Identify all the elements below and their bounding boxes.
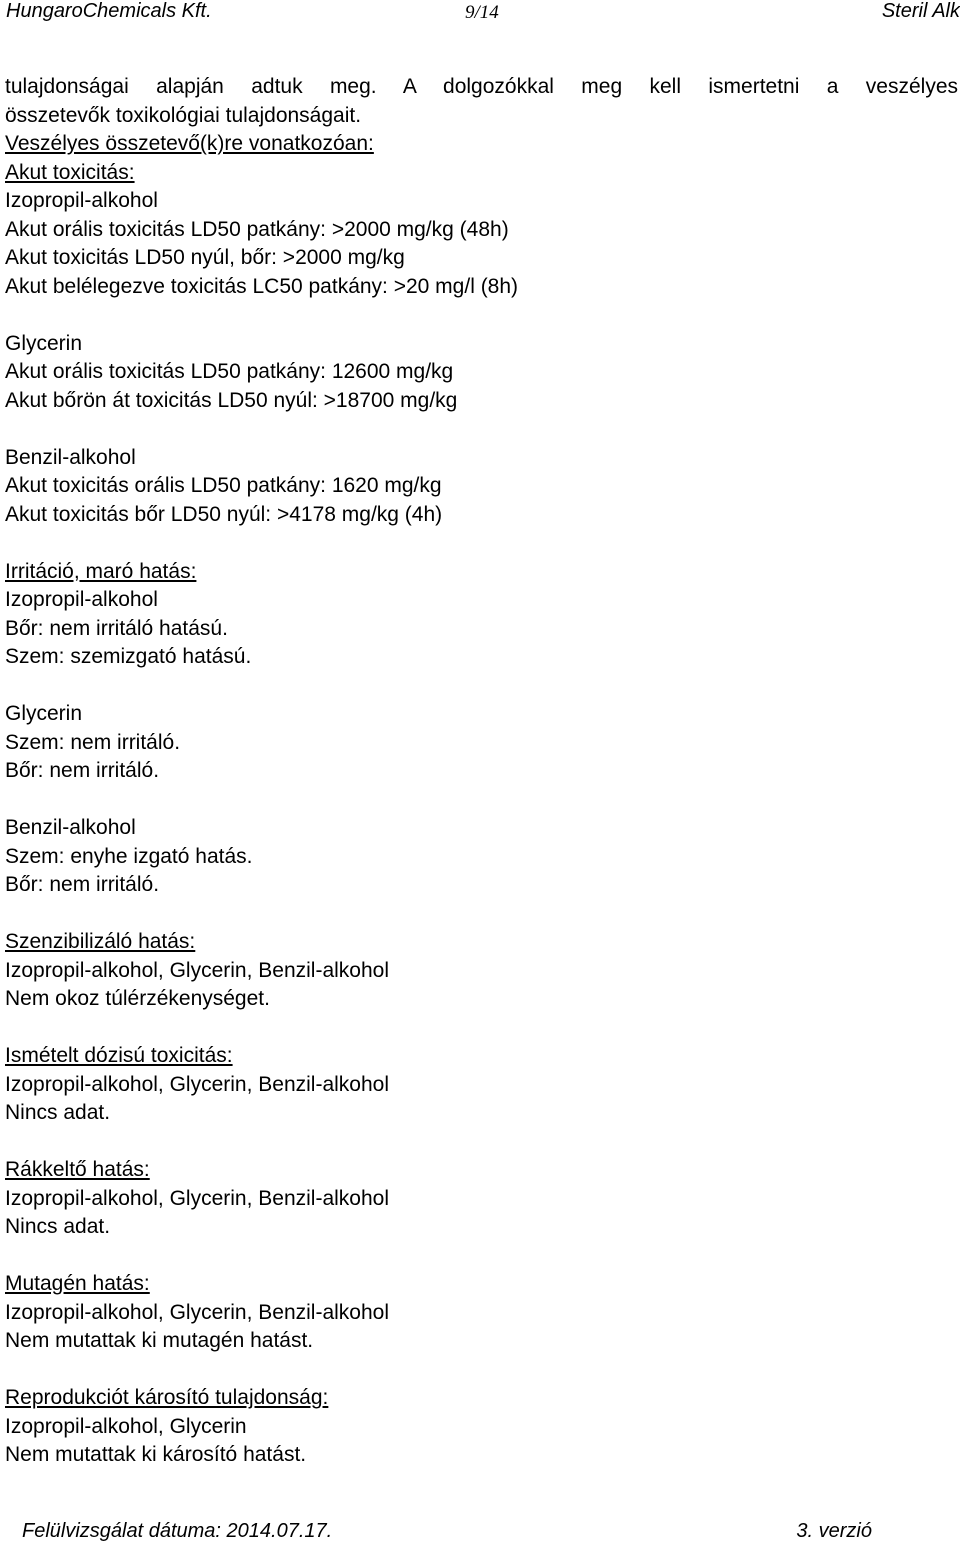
- substance-name: Glycerin: [5, 331, 83, 355]
- toxicity-line: Akut belélegezve toxicitás LC50 patkány: >20 mg/l (8h): [5, 274, 519, 298]
- document-body: [5, 73, 958, 1470]
- irritation-line: Szem: nem irritáló.: [5, 730, 181, 754]
- mutagenic-text: Nem mutattak ki mutagén hatást.: [5, 1329, 314, 1352]
- toxicity-line: Akut toxicitás LD50 nyúl, bőr: >2000 mg/kg: [5, 246, 405, 269]
- carcinogenic-text: Nincs adat.: [5, 1215, 111, 1238]
- toxicity-line: Akut toxicitás orális LD50 patkány: 1620 mg/kg: [5, 474, 442, 497]
- version-label: 3. verzió: [796, 1520, 872, 1542]
- substance-name: Glycerin: [5, 702, 83, 725]
- toxicity-line: Akut orális toxicitás LD50 patkány: 12600 mg/kg: [5, 360, 454, 383]
- irritation-line: Szem: enyhe izgató hatás.: [5, 844, 253, 868]
- review-date: Felülvizsgálat dátuma: 2014.07.17.: [22, 1520, 333, 1542]
- substance-name: Benzil-alkohol: [5, 445, 136, 469]
- reproductive-heading: Reprodukciót károsító tulajdonság:: [5, 1386, 329, 1409]
- toxicity-line: Akut toxicitás bőr LD50 nyúl: >4178 mg/kg (4h): [5, 502, 443, 526]
- reproductive-text: Nem mutattak ki károsító hatást.: [5, 1443, 307, 1466]
- repeated-dose-text: Nincs adat.: [5, 1101, 111, 1124]
- page-header: [6, 0, 960, 30]
- sensitization-substances: Izopropil-alkohol, Glycerin, Benzil-alkohol: [5, 958, 390, 982]
- carcinogenic-heading: Rákkeltő hatás:: [5, 1158, 150, 1181]
- intro-line-1: tulajdonságai alapján adtuk meg. A dolgozókkal meg kell ismertetni a veszélyes: [5, 75, 958, 98]
- toxicity-line: Akut bőrön át toxicitás LD50 nyúl: >18700 mg/kg: [5, 388, 458, 412]
- reproductive-substances: Izopropil-alkohol, Glycerin: [5, 1414, 247, 1438]
- repeated-dose-heading: Ismételt dózisú toxicitás:: [5, 1044, 233, 1067]
- substance-name: Izopropil-alkohol: [5, 189, 158, 212]
- substance-name: Benzil-alkohol: [5, 816, 136, 839]
- repeated-dose-substances: Izopropil-alkohol, Glycerin, Benzil-alkohol: [5, 1072, 390, 1096]
- company-name: HungaroChemicals Kft.: [6, 0, 212, 22]
- irritation-heading: Irritáció, maró hatás:: [5, 559, 197, 583]
- sensitization-heading: Szenzibilizáló hatás:: [5, 930, 196, 953]
- mutagenic-substances: Izopropil-alkohol, Glycerin, Benzil-alkohol: [5, 1300, 390, 1324]
- page-number: 9/14: [465, 2, 499, 23]
- mutagenic-heading: Mutagén hatás:: [5, 1272, 150, 1295]
- substance-name: Izopropil-alkohol: [5, 588, 158, 611]
- toxicity-line: Akut orális toxicitás LD50 patkány: >2000 mg/kg (48h): [5, 217, 509, 241]
- irritation-line: Bőr: nem irritáló.: [5, 759, 160, 782]
- irritation-line: Bőr: nem irritáló hatású.: [5, 616, 228, 640]
- irritation-line: Szem: szemizgató hatású.: [5, 645, 252, 668]
- hazardous-heading: Veszélyes összetevő(k)re vonatkozóan:: [5, 132, 374, 155]
- carcinogenic-substances: Izopropil-alkohol, Glycerin, Benzil-alkohol: [5, 1186, 390, 1210]
- product-name: Steril Alk: [881, 0, 960, 22]
- irritation-line: Bőr: nem irritáló.: [5, 873, 160, 896]
- sensitization-text: Nem okoz túlérzékenységet.: [5, 987, 270, 1010]
- acute-toxicity-heading: Akut toxicitás:: [5, 160, 135, 184]
- intro-line-2: összetevők toxikológiai tulajdonságait.: [5, 103, 362, 127]
